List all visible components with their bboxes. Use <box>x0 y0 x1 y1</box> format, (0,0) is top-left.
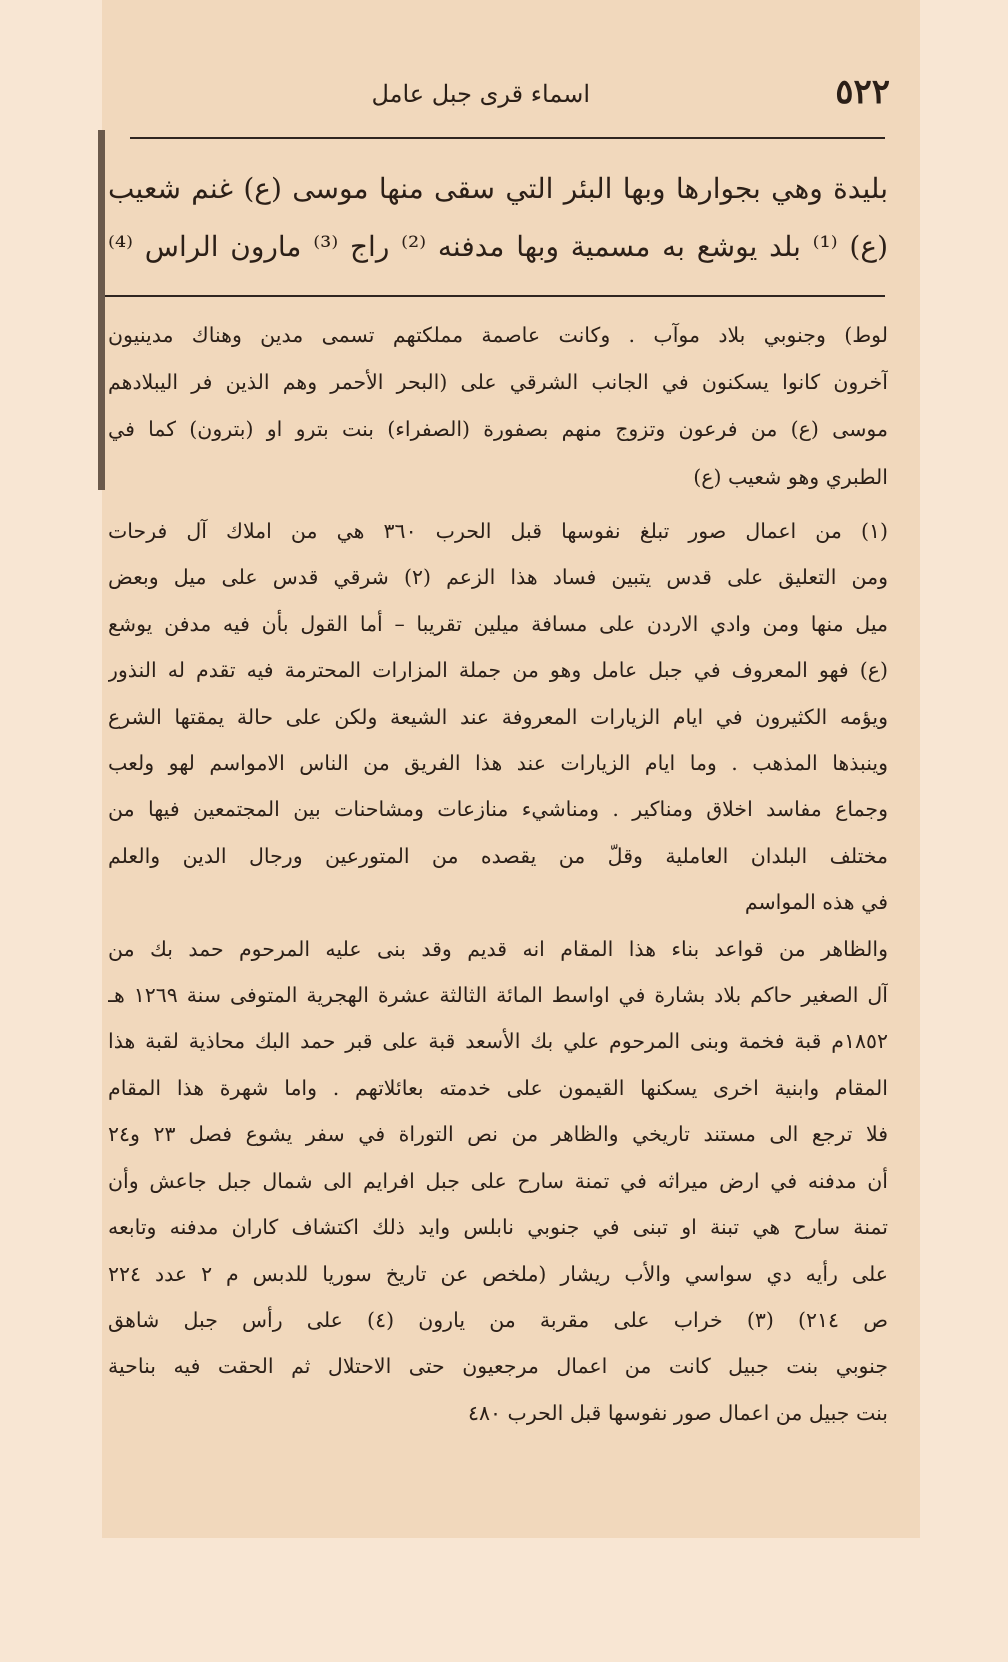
footnote-line: وجماع مفاسد اخلاق ومناكير . ومناشيء منازعات ومشاحنات بين المجتمعين فيها من <box>108 797 888 822</box>
footnote-line: أن مدفنه في ارض ميراثه في تمنة سارح على جبل افرايم الى شمال جبل جاعش وأن <box>108 1168 888 1193</box>
footnote-line: تمنة سارح هي تبنة او تبنى في جنوبي نابلس وايد ذلك اكتشاف كاران مدفنه وتابعه <box>108 1215 888 1240</box>
footnote-line: (١) من اعمال صور تبلغ نفوسها قبل الحرب ٣٦٠ هي من املاك آل فرحات <box>108 519 888 543</box>
footnote-line: بنت جبيل من اعمال صور نفوسها قبل الحرب ٤٨٠ <box>467 1400 888 1425</box>
body-line: لوط) وجنوبي بلاد موآب . وكانت عاصمة مملكتهم تسمى مدين وهناك مدينيون <box>108 323 888 347</box>
footnote-line: المقام وابنية اخرى يسكنها القيمون على خدمته بعائلاتهم . واما شهرة هذا المقام <box>108 1075 888 1100</box>
body-line: موسى (ع) من فرعون وتزوج منهم بصفورة (الصفراء) بنت بترو او (بترون) كما في <box>108 417 888 442</box>
footnotes <box>108 508 888 1436</box>
footnote-line: ١٨٥٢م قبة فخمة وبنى المرحوم علي بك الأسعد قبة على قبر حمد البك محاذية لقبة هذا <box>108 1029 888 1054</box>
footnote-line: فلا ترجع الى مستند تاريخي والظاهر من نص التوراة في سفر يشوع فصل ٢٣ و٢٤ <box>108 1122 888 1147</box>
section-rule <box>105 295 885 297</box>
heading-line: بليدة وهي بجوارها وبها البئر التي سقى منها موسى (ع) غنم شعيب <box>108 172 888 205</box>
footnote-line: آل الصغير حاكم بلاد بشارة في اواسط المائة الثالثة عشرة الهجرية المتوفى سنة ١٢٦٩ هـ <box>108 983 888 1008</box>
footnote-line: ميل منها ومن وادي الاردن على مسافة ميلين تقريبا – أما القول بأن فيه مدفن يوشع <box>108 611 888 636</box>
body-line: آخرون كانوا يسكنون في الجانب الشرقي على (البحر الأحمر وهم الذين فر اليبلادهم <box>108 370 888 395</box>
body-line: الطبري وهو شعيب (ع) <box>693 464 888 489</box>
page-gutter-shadow <box>98 130 105 490</box>
running-title: اسماء قرى جبل عامل <box>371 80 590 108</box>
footnote-line: ومن التعليق على قدس يتبين فساد هذا الزعم (٢) شرقي قدس على ميل وبعض <box>108 565 888 590</box>
heading-line: (ع) ⁽¹⁾ بلد يوشع به مسمية وبها مدفنه ⁽²⁾ راج ⁽³⁾ مارون الراس ⁽⁴⁾ <box>108 230 888 263</box>
footnote-line: على رأيه دي سواسي والأب ريشار (ملخص عن تاريخ سوريا للدبس م ٢ عدد ٢٢٤ <box>108 1261 888 1286</box>
continued-text <box>108 312 888 501</box>
footnote-line: (ع) فهو المعروف في جبل عامل وهو من جملة المزارات المحترمة فيه تقدم له النذور <box>108 658 888 683</box>
page-header <box>330 72 890 122</box>
footnote-line: في هذه المواسم <box>744 890 888 915</box>
page-number: ٥٢٢ <box>835 72 890 112</box>
footnote-line: ويؤمه الكثيرون في ايام الزيارات المعروفة عند الشيعة ولكن على حالة يمقتها الشرع <box>108 704 888 729</box>
footnote-line: مختلف البلدان العاملية وقلّ من يقصده من المتورعين ورجال الدين والعلم <box>108 843 888 868</box>
header-rule <box>130 137 885 139</box>
village-list-heading <box>108 160 888 276</box>
footnote-line: وينبذها المذهب . وما ايام الزيارات عند هذا الفريق من الناس الامواسم لهو ولعب <box>108 751 888 776</box>
footnote-line: جنوبي بنت جبيل كانت من اعمال مرجعيون حتى الاحتلال ثم الحقت فيه بناحية <box>108 1354 888 1379</box>
footnote-line: ص ٢١٤) (٣) خراب على مقربة من يارون (٤) على رأس جبل شاهق <box>108 1307 888 1332</box>
footnote-line: والظاهر من قواعد بناء هذا المقام انه قديم وقد بنى عليه المرحوم حمد بك من <box>108 936 888 961</box>
